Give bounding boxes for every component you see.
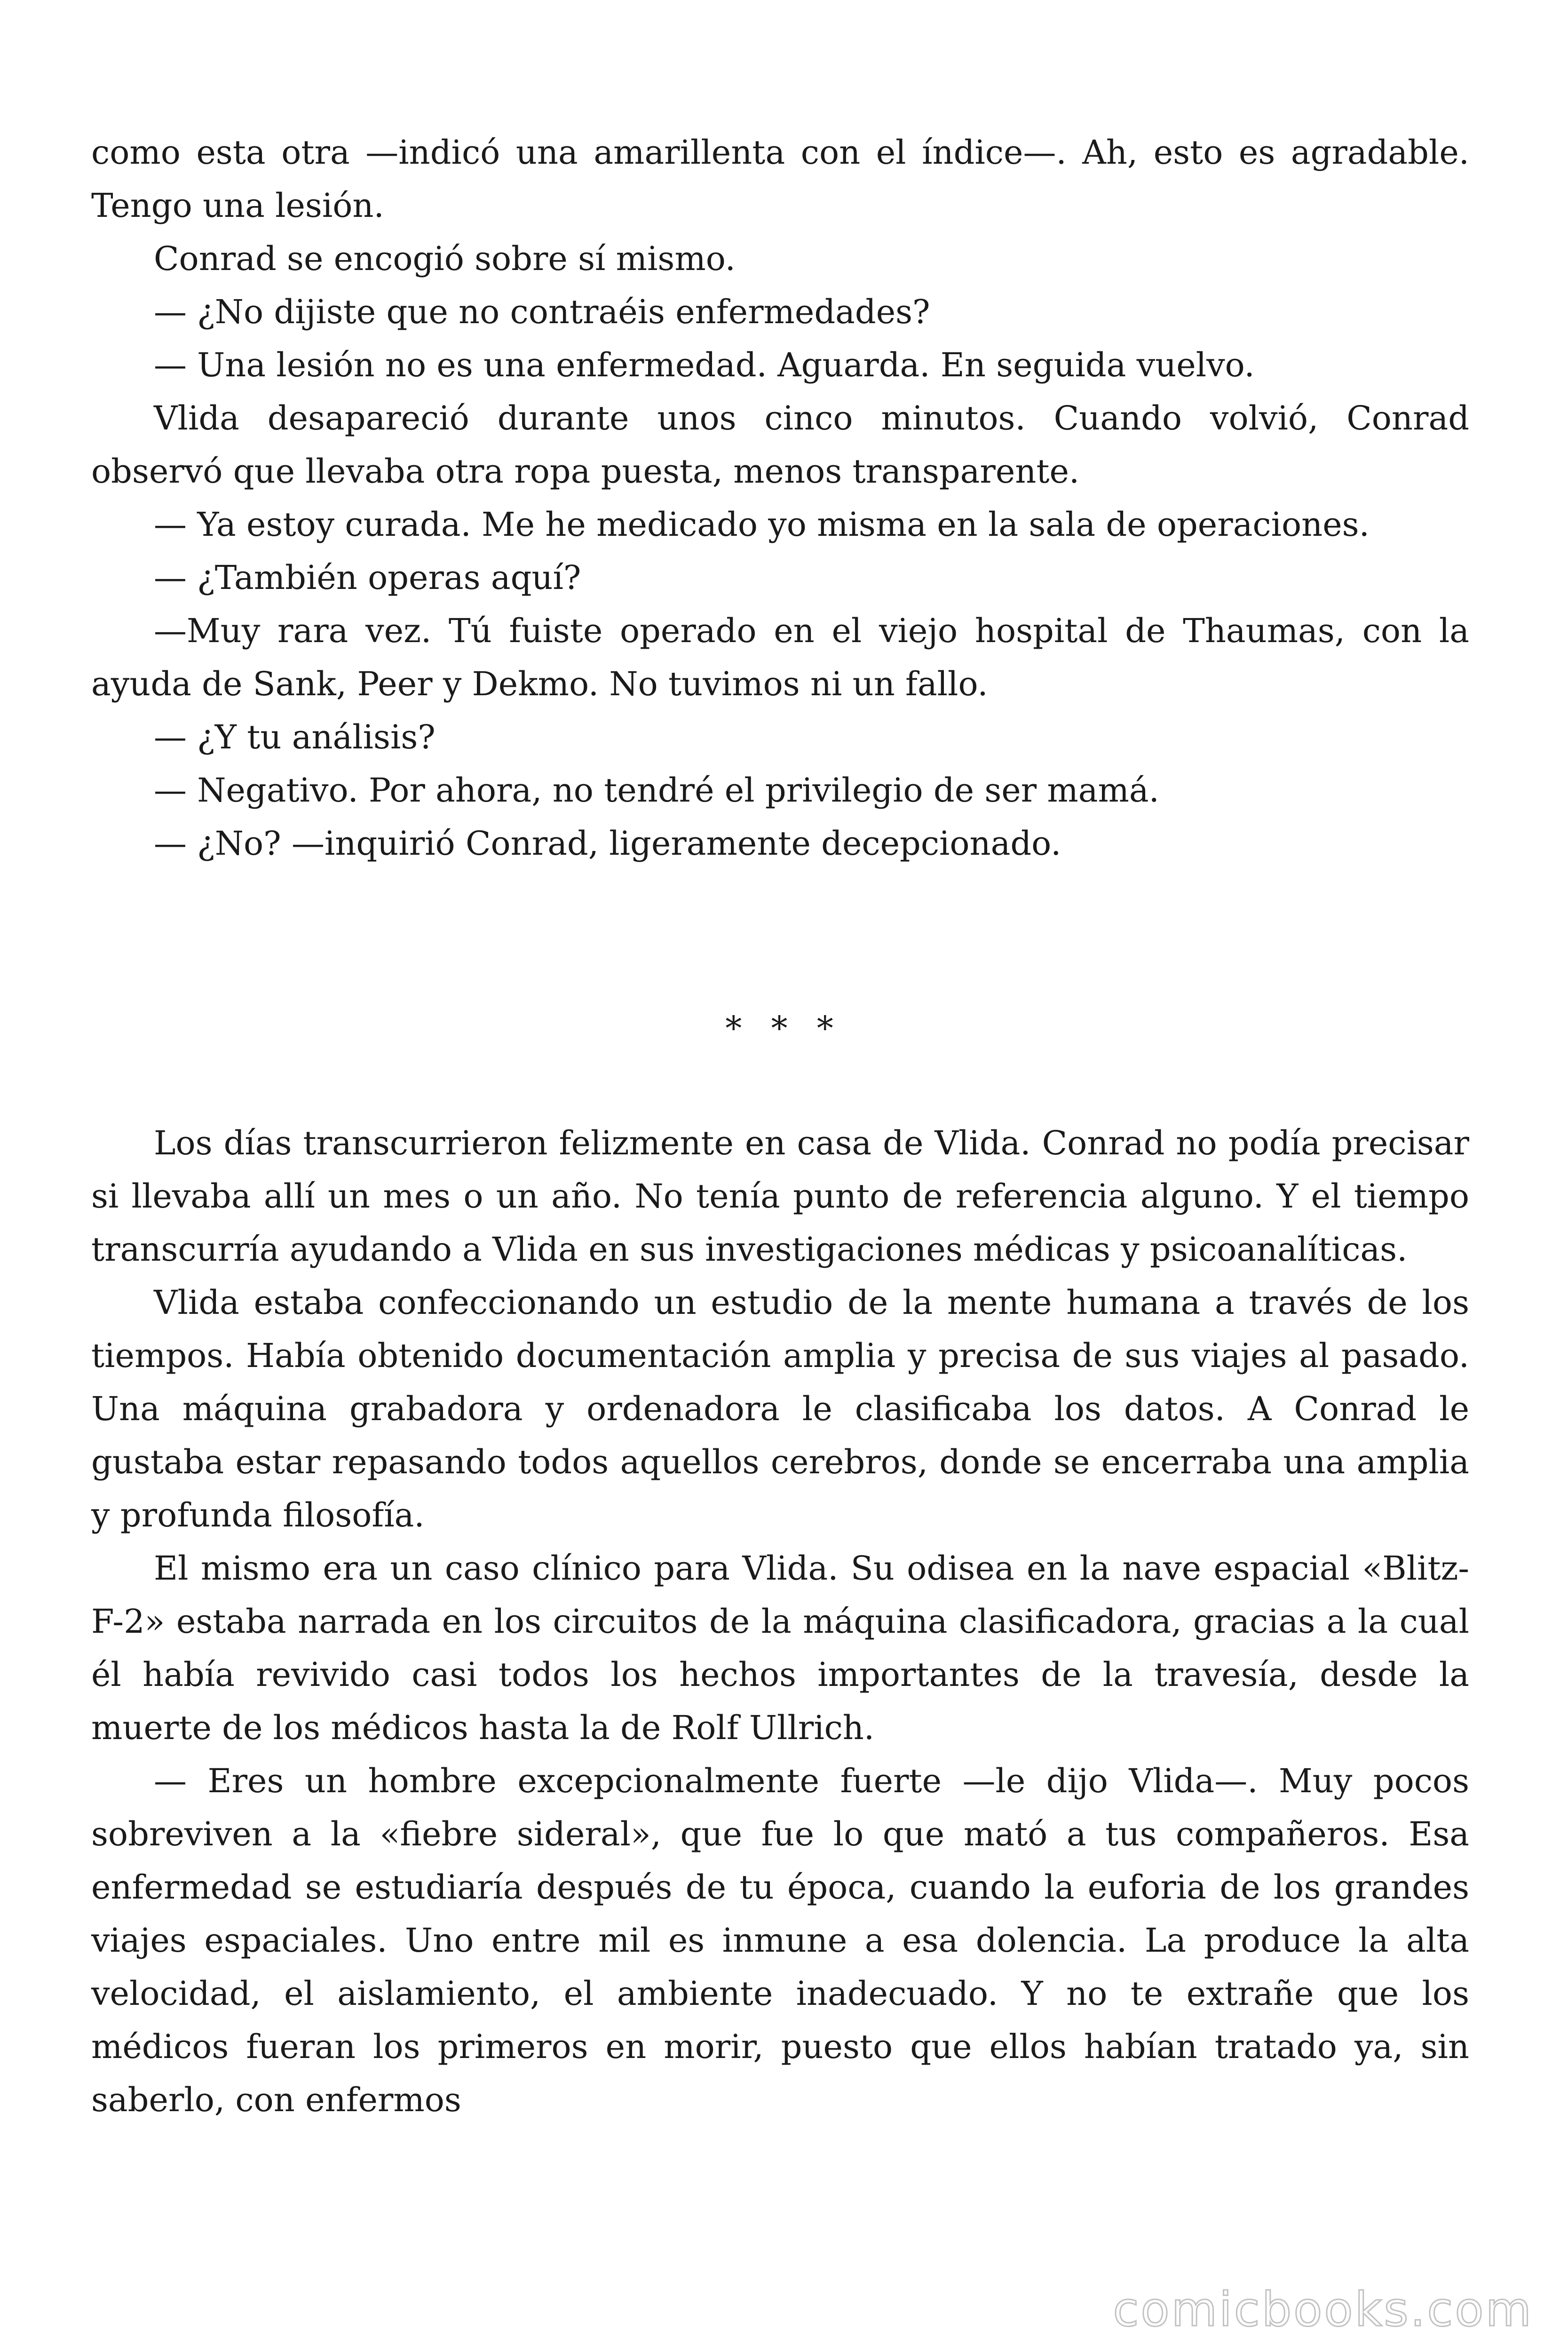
- paragraph: El mismo era un caso clínico para Vlida. Su odisea en la nave espacial «Blitz-F-2» estaba narrada en los circuitos de la máquina clasificadora, gracias a la cual él había revivido casi todos los hechos importantes de la travesía, desde la muerte de los médicos hasta la de Rolf Ullrich.: [91, 1549, 1469, 1747]
- paragraph: como esta otra —indicó una amarillenta con el índice—. Ah, esto es agradable. Tengo una lesión.: [91, 133, 1469, 225]
- paragraph: — ¿También operas aquí?: [154, 558, 581, 597]
- paragraph: Los días transcurrieron felizmente en casa de Vlida. Conrad no podía precisar si llevaba allí un mes o un año. No tenía punto de referencia alguno. Y el tiempo transcurría ayudando a Vlida en sus investigaciones médicas y psicoanalíticas.: [91, 1124, 1469, 1269]
- paragraph: — ¿No? —inquirió Conrad, ligeramente decepcionado.: [154, 824, 1061, 863]
- paragraph: — Ya estoy curada. Me he medicado yo misma en la sala de operaciones.: [154, 505, 1370, 544]
- paragraph: — ¿No dijiste que no contraéis enfermedades?: [154, 293, 930, 331]
- paragraph: Conrad se encogió sobre sí mismo.: [154, 239, 736, 278]
- watermark: comicbooks.com: [1113, 2282, 1533, 2337]
- text-block-top: [91, 126, 1469, 870]
- paragraph: —Muy rara vez. Tú fuiste operado en el viejo hospital de Thaumas, con la ayuda de Sank, Peer y Dekmo. No tuvimos ni un fallo.: [91, 612, 1469, 703]
- paragraph: Vlida desapareció durante unos cinco minutos. Cuando volvió, Conrad observó que llevaba otra ropa puesta, menos transparente.: [91, 399, 1469, 491]
- paragraph: Vlida estaba confeccionando un estudio de la mente humana a través de los tiempos. Había obtenido documentación amplia y precisa de sus viajes al pasado. Una máquina grabadora y ordenadora le clasificaba los datos. A Conrad le gustaba estar repasando todos aquellos cerebros, donde se encerraba una amplia y profunda filosofía.: [91, 1283, 1469, 1534]
- paragraph: — Eres un hombre excepcionalmente fuerte —le dijo Vlida—. Muy pocos sobreviven a la «fiebre sideral», que fue lo que mató a tus compañeros. Esa enfermedad se estudiaría después de tu época, cuando la euforia de los grandes viajes espaciales. Uno entre mil es inmune a esa dolencia. La produce la alta velocidad, el aislamiento, el ambiente inadecuado. Y no te extrañe que los médicos fueran los primeros en morir, puesto que ellos habían tratado ya, sin saberlo, con enfermos: [91, 1762, 1469, 2119]
- text-block-bottom: [91, 1117, 1469, 2127]
- scene-separator: * * *: [725, 1009, 843, 1048]
- paragraph: — Una lesión no es una enfermedad. Aguarda. En seguida vuelvo.: [154, 346, 1255, 384]
- paragraph: — ¿Y tu análisis?: [154, 718, 436, 756]
- paragraph: — Negativo. Por ahora, no tendré el privilegio de ser mamá.: [154, 771, 1159, 810]
